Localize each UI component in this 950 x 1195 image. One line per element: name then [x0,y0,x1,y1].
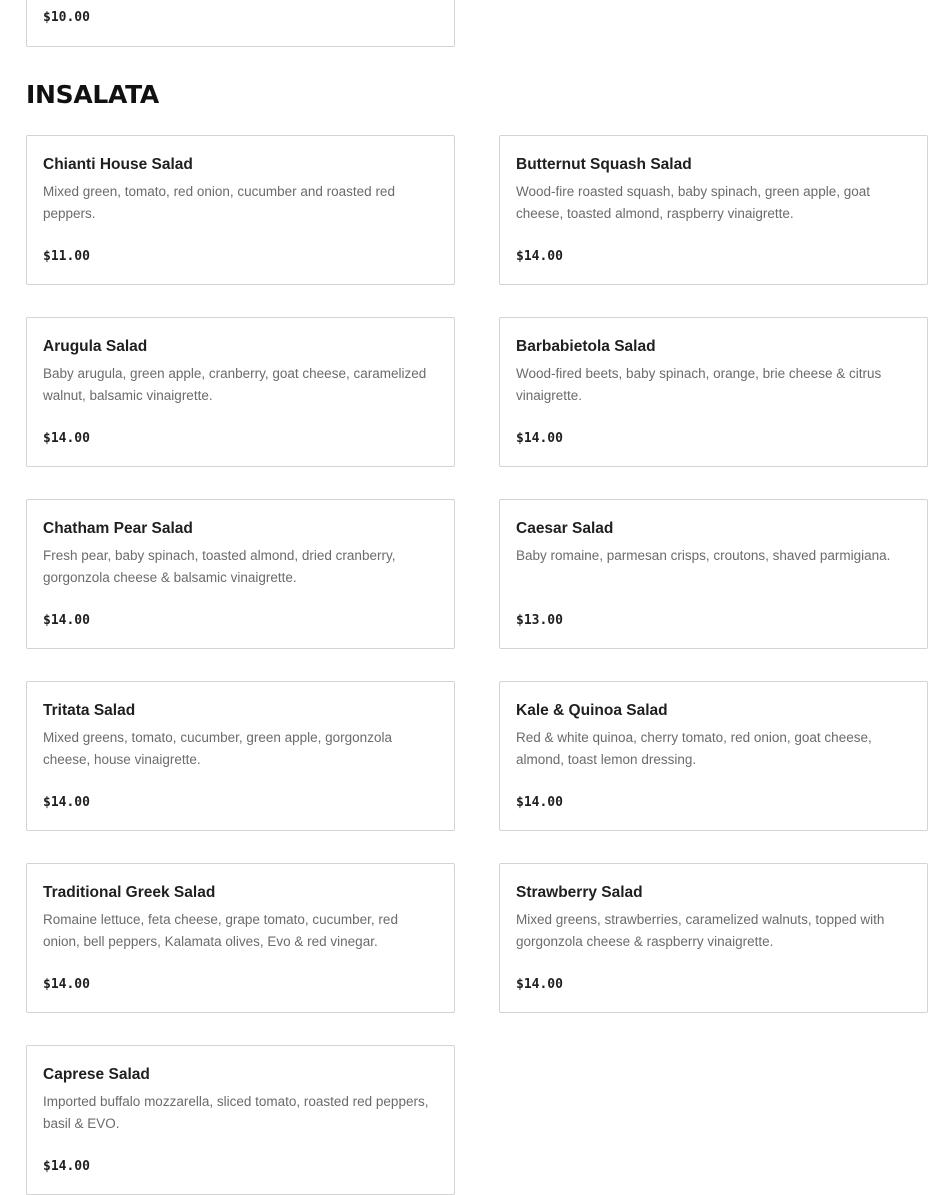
menu-item-description: Romaine lettuce, feta cheese, grape tomato, cucumber, red onion, bell peppers, Kalamata olives, Evo & red vinegar. [43,912,398,949]
menu-item-price: $14.00 [516,977,563,992]
menu-item-description: Mixed green, tomato, red onion, cucumber and roasted red peppers. [43,184,395,221]
menu-item-card[interactable] [26,135,455,285]
menu-item-name: Traditional Greek Salad [43,884,216,901]
menu-item-name: Caprese Salad [43,1066,150,1083]
menu-item-card[interactable] [26,499,455,649]
menu-item-name: Tritata Salad [43,702,136,719]
menu-item-description: Imported buffalo mozzarella, sliced tomato, roasted red peppers, basil & EVO. [43,1094,429,1131]
menu-item-card[interactable] [26,863,455,1013]
menu-item-description: Mixed greens, strawberries, caramelized walnuts, topped with gorgonzola cheese & raspberry vinaigrette. [516,912,885,949]
menu-item-name: Kale & Quinoa Salad [516,702,668,719]
menu-item-card[interactable] [26,1045,455,1195]
menu-item-name: Butternut Squash Salad [516,156,692,173]
menu-item-card[interactable] [499,135,928,285]
menu-item-card-previous[interactable] [26,0,455,47]
menu-item-price: $14.00 [43,795,90,810]
menu-item-name: Caesar Salad [516,520,614,537]
menu-item-card[interactable] [499,499,928,649]
menu-item-name: Barbabietola Salad [516,338,656,355]
menu-item-name: Strawberry Salad [516,884,643,901]
menu-item-price: $13.00 [516,613,563,628]
menu-item-card[interactable] [499,681,928,831]
menu-item-price: $14.00 [43,977,90,992]
menu-item-card[interactable] [499,317,928,467]
menu-item-price: $14.00 [43,1159,90,1174]
menu-item-name: Chatham Pear Salad [43,520,193,537]
menu-item-price: $14.00 [43,431,90,446]
menu-item-price: $10.00 [43,10,90,25]
menu-item-description: Baby romaine, parmesan crisps, croutons, shaved parmigiana. [516,548,891,563]
menu-item-card[interactable] [26,681,455,831]
menu-item-description: Wood-fire roasted squash, baby spinach, green apple, goat cheese, toasted almond, raspberry vinaigrette. [516,184,870,221]
menu-item-name: Chianti House Salad [43,156,193,173]
menu-item-price: $14.00 [43,613,90,628]
menu-item-price: $14.00 [516,249,563,264]
menu-item-description: Mixed greens, tomato, cucumber, green apple, gorgonzola cheese, house vinaigrette. [43,730,392,767]
menu-item-price: $11.00 [43,249,90,264]
menu-item-card[interactable] [499,863,928,1013]
menu-item-description: Wood-fired beets, baby spinach, orange, brie cheese & citrus vinaigrette. [516,366,882,403]
menu-item-description: Red & white quinoa, cherry tomato, red onion, goat cheese, almond, toast lemon dressing. [516,730,872,767]
menu-item-description: Baby arugula, green apple, cranberry, goat cheese, caramelized walnut, balsamic vinaigrette. [43,366,427,403]
menu-item-description: Fresh pear, baby spinach, toasted almond, dried cranberry, gorgonzola cheese & balsamic vinaigrette. [43,548,396,585]
menu-item-price: $14.00 [516,431,563,446]
menu-item-price: $14.00 [516,795,563,810]
menu-item-name: Arugula Salad [43,338,148,355]
menu-item-card[interactable] [26,317,455,467]
section-title: INSALATA [26,80,159,109]
